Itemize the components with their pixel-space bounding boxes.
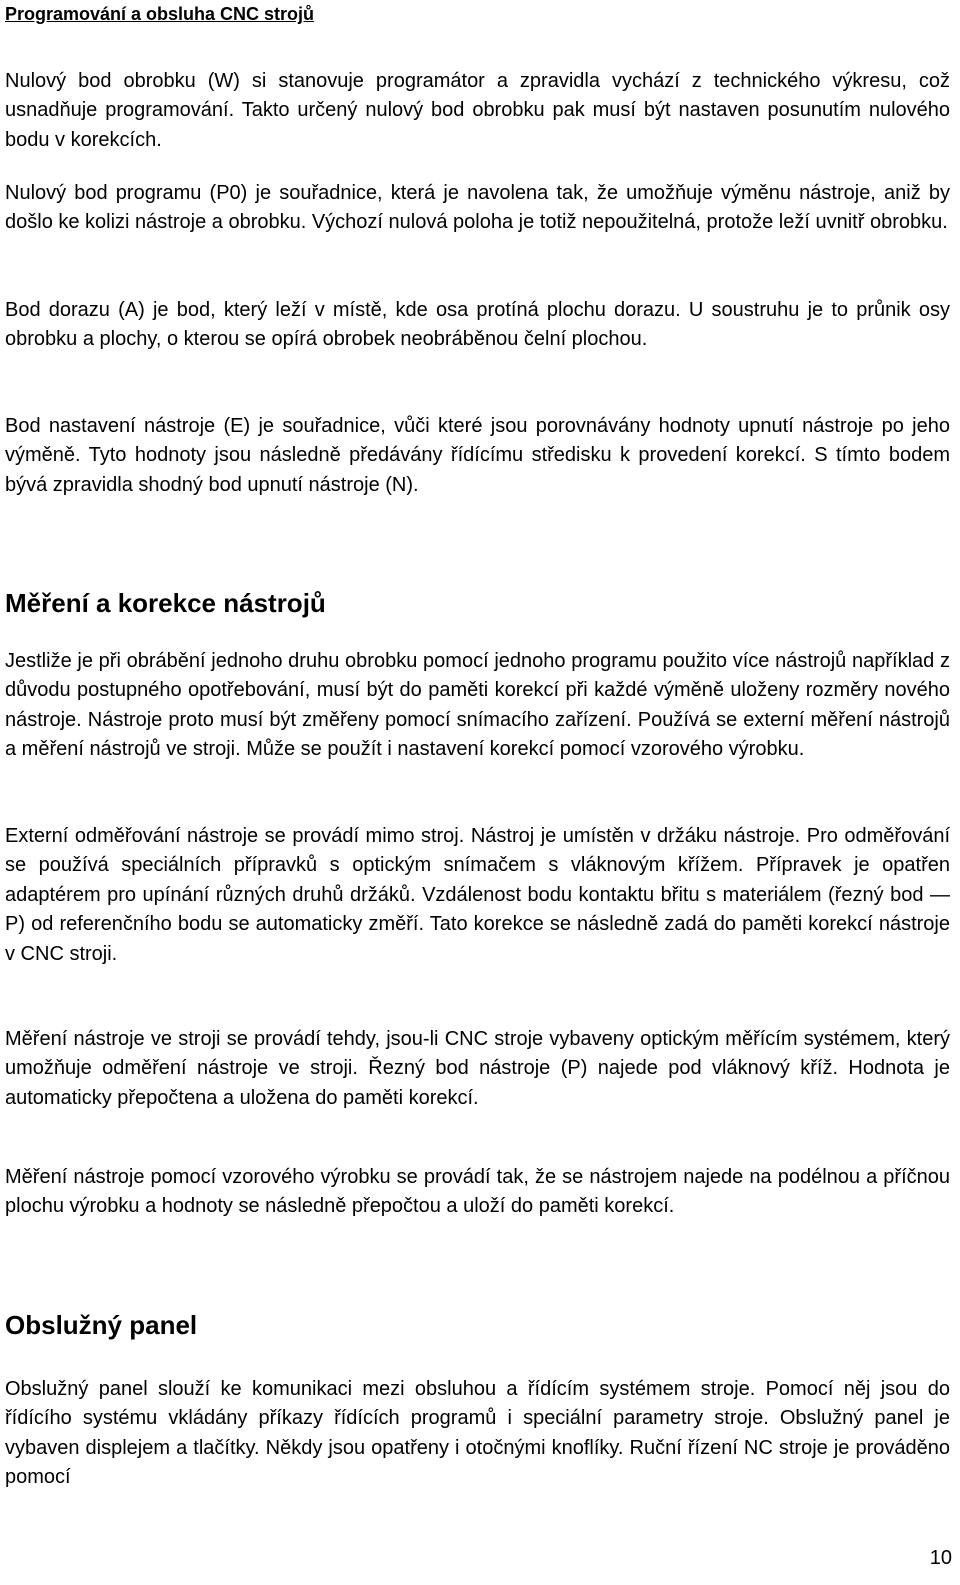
section-heading-control-panel: Obslužný panel: [5, 1310, 198, 1340]
paragraph-control-panel: Obslužný panel slouží ke komunikaci mezi obsluhou a řídícím systémem stroje. Pomocí něj jsou do řídícího systému vkládány příkazy řídících programů i speciální parametry stroje. Obslužný panel je vybaven displejem a tlačítky. Někdy jsou opatřeny i otočnými knoflíky. Ruční řízení NC stroje je prováděno pomocí: [5, 1378, 950, 1489]
paragraph-sample-part-measurement: Měření nástroje pomocí vzorového výrobku se provádí tak, že se nástrojem najede na podélnou a příčnou plochu výrobku a hodnoty se následně přepočtou a uloží do paměti korekcí.: [5, 1166, 950, 1218]
paragraph-stop-point: Bod dorazu (A) je bod, který leží v místě, kde osa protíná plochu dorazu. U soustruhu je to průnik osy obrobku a plochy, o kterou se opírá obrobek neobráběnou čelní plochou.: [5, 299, 950, 351]
paragraph-external-measurement: Externí odměřování nástroje se provádí mimo stroj. Nástroj je umístěn v držáku nástroje. Pro odměřování se používá speciálních přípravků s optickým snímačem s vláknovým křížem. Přípravek je opatřen adaptérem pro upínání různých druhů držáků. Vzdálenost bodu kontaktu břitu s materiálem (řezný bod — P) od referenčního bodu se automaticky změří. Tato korekce se následně zadá do paměti korekcí nástroje v CNC stroji.: [5, 825, 950, 965]
paragraph-tool-setting-point: Bod nastavení nástroje (E) je souřadnice, vůči které jsou porovnávány hodnoty upnutí nástroje po jeho výměně. Tyto hodnoty jsou následně předávány řídícímu středisku k provedení korekcí. S tímto bodem bývá zpravidla shodný bod upnutí nástroje (N).: [5, 415, 950, 496]
paragraph-in-machine-measurement: Měření nástroje ve stroji se provádí tehdy, jsou-li CNC stroje vybaveny optickým měřícím systémem, který umožňuje odměření nástroje ve stroji. Řezný bod nástroje (P) najede pod vláknový kříž. Hodnota je automaticky přepočtena a uložena do paměti korekcí.: [5, 1028, 950, 1109]
section-heading-measurement: Měření a korekce nástrojů: [5, 588, 326, 618]
paragraph-workpiece-zero: Nulový bod obrobku (W) si stanovuje programátor a zpravidla vychází z technického výkresu, což usnadňuje programování. Takto určený nulový bod obrobku pak musí být nastaven posunutím nulového bodu v korekcích.: [5, 70, 950, 151]
paragraph-program-zero: Nulový bod programu (P0) je souřadnice, která je navolena tak, že umožňuje výměnu nástroje, aniž by došlo ke kolizi nástroje a obrobku. Výchozí nulová poloha je totiž nepoužitelná, protože leží uvnitř obrobku.: [5, 182, 950, 234]
running-header: Programování a obsluha CNC strojů: [5, 4, 315, 24]
page-number: 10: [929, 1547, 952, 1569]
paragraph-measurement-intro: Jestliže je při obrábění jednoho druhu obrobku pomocí jednoho programu použito více nástrojů například z důvodu postupného opotřebování, musí být do paměti korekcí při každé výměně uloženy rozměry nového nástroje. Nástroje proto musí být změřeny pomocí snímacího zařízení. Používá se externí měření nástrojů a měření nástrojů ve stroji. Může se použít i nastavení korekcí pomocí vzorového výrobku.: [5, 650, 950, 761]
